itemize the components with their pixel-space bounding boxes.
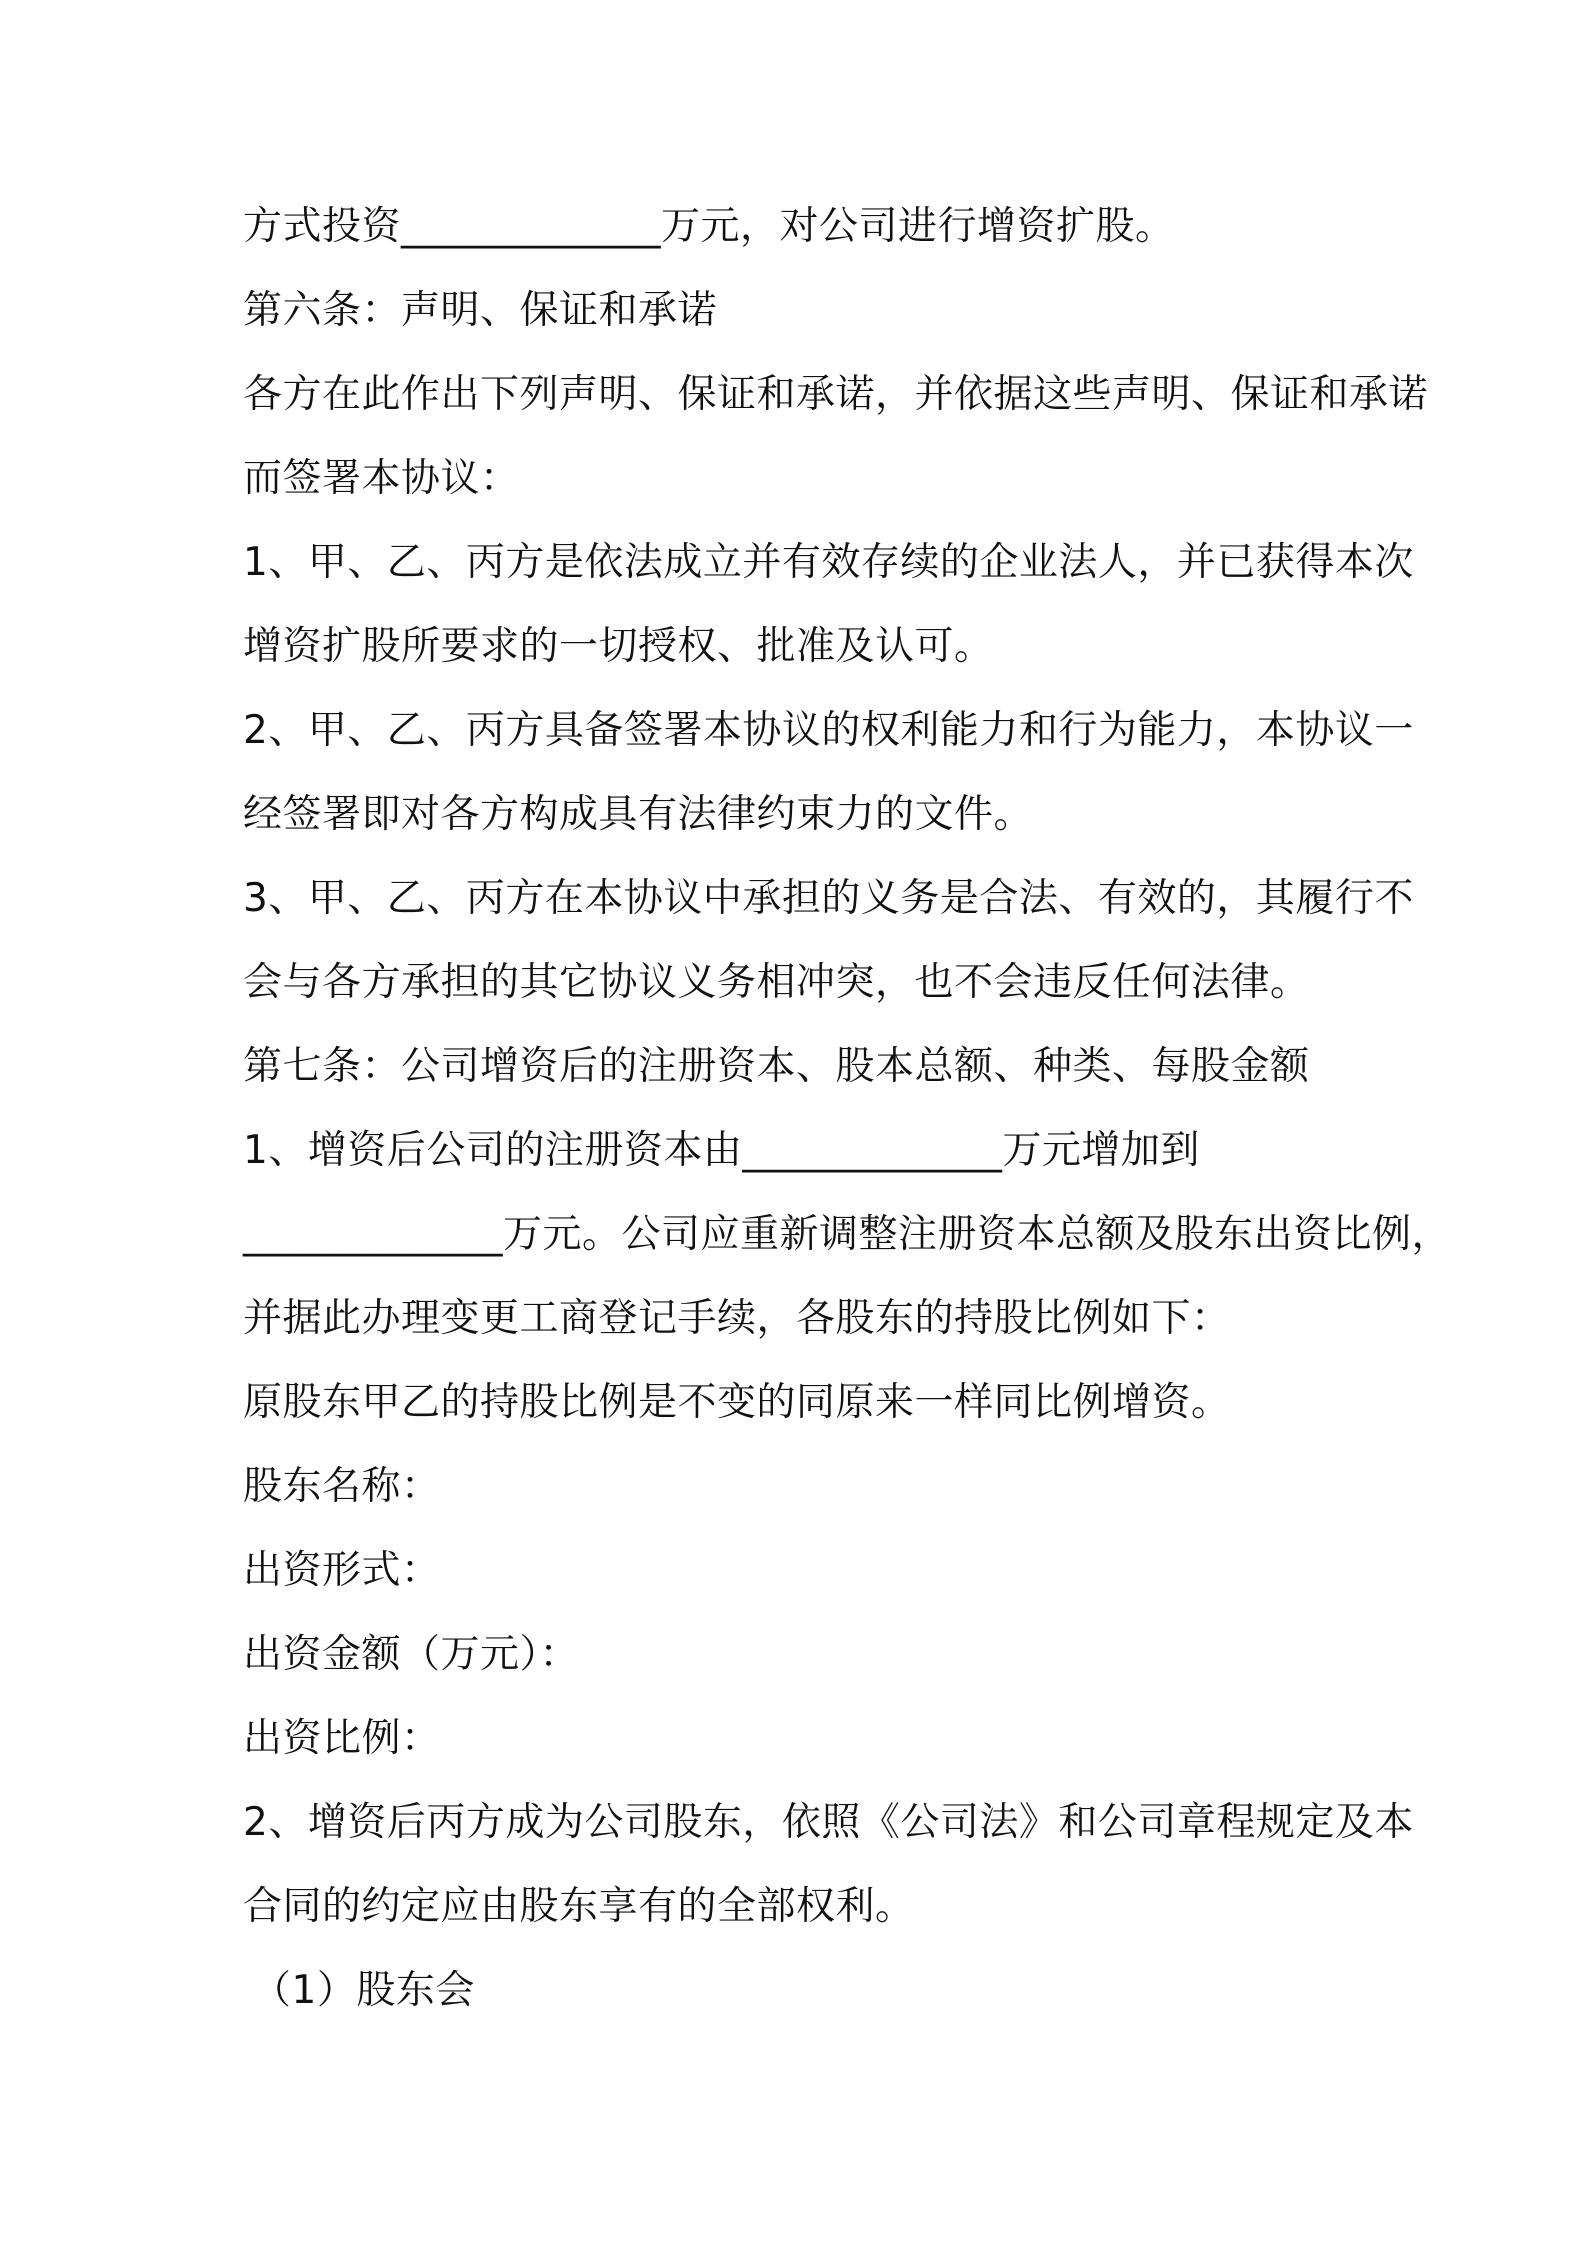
field-label-shareholder-name: 股东名称： — [243, 1464, 441, 1509]
text-line-clause-3b: 会与各方承担的其它协议义务相冲突，也不会违反任何法律。 — [243, 960, 1310, 1005]
text-line-clause-2a: 2、甲、乙、丙方具备签署本协议的权利能力和行为能力，本协议一 — [243, 708, 1414, 753]
text-line-clause-1b: 增资扩股所要求的一切授权、批准及认可。 — [243, 624, 994, 669]
text-line-shareholders-meeting: （1）股东会 — [252, 1968, 475, 2013]
text-line-clause-2b: 经签署即对各方构成具有法律约束力的文件。 — [243, 792, 1034, 837]
field-label-contribution-form: 出资形式： — [243, 1548, 441, 1593]
field-label-contribution-ratio: 出资比例： — [243, 1716, 441, 1761]
heading-article-6: 第六条：声明、保证和承诺 — [243, 288, 718, 333]
text-line-declarations-2: 而签署本协议： — [243, 456, 520, 501]
text-line-clause-1a: 1、甲、乙、丙方是依法成立并有效存续的企业法人，并已获得本次 — [243, 540, 1414, 585]
text-line-capital-1b: _____________万元。公司应重新调整注册资本总额及股东出资比例， — [243, 1212, 1452, 1257]
text-line-capital-1c: 并据此办理变更工商登记手续，各股东的持股比例如下： — [243, 1296, 1231, 1341]
text-line-clause-2-rights-b: 合同的约定应由股东享有的全部权利。 — [243, 1884, 915, 1929]
text-line-original-shareholders: 原股东甲乙的持股比例是不变的同原来一样同比例增资。 — [243, 1380, 1231, 1425]
text-line-capital-1a: 1、增资后公司的注册资本由_____________万元增加到 — [243, 1128, 1200, 1173]
heading-article-7: 第七条：公司增资后的注册资本、股本总额、种类、每股金额 — [243, 1044, 1310, 1089]
text-line-clause-3a: 3、甲、乙、丙方在本协议中承担的义务是合法、有效的，其履行不 — [243, 876, 1414, 921]
text-line-investment-amount: 方式投资_____________万元，对公司进行增资扩股。 — [243, 204, 1175, 249]
text-line-clause-2-rights-a: 2、增资后丙方成为公司股东，依照《公司法》和公司章程规定及本 — [243, 1800, 1414, 1845]
field-label-contribution-amount: 出资金额（万元）： — [243, 1632, 580, 1677]
text-line-declarations-1: 各方在此作出下列声明、保证和承诺，并依据这些声明、保证和承诺 — [243, 372, 1429, 417]
